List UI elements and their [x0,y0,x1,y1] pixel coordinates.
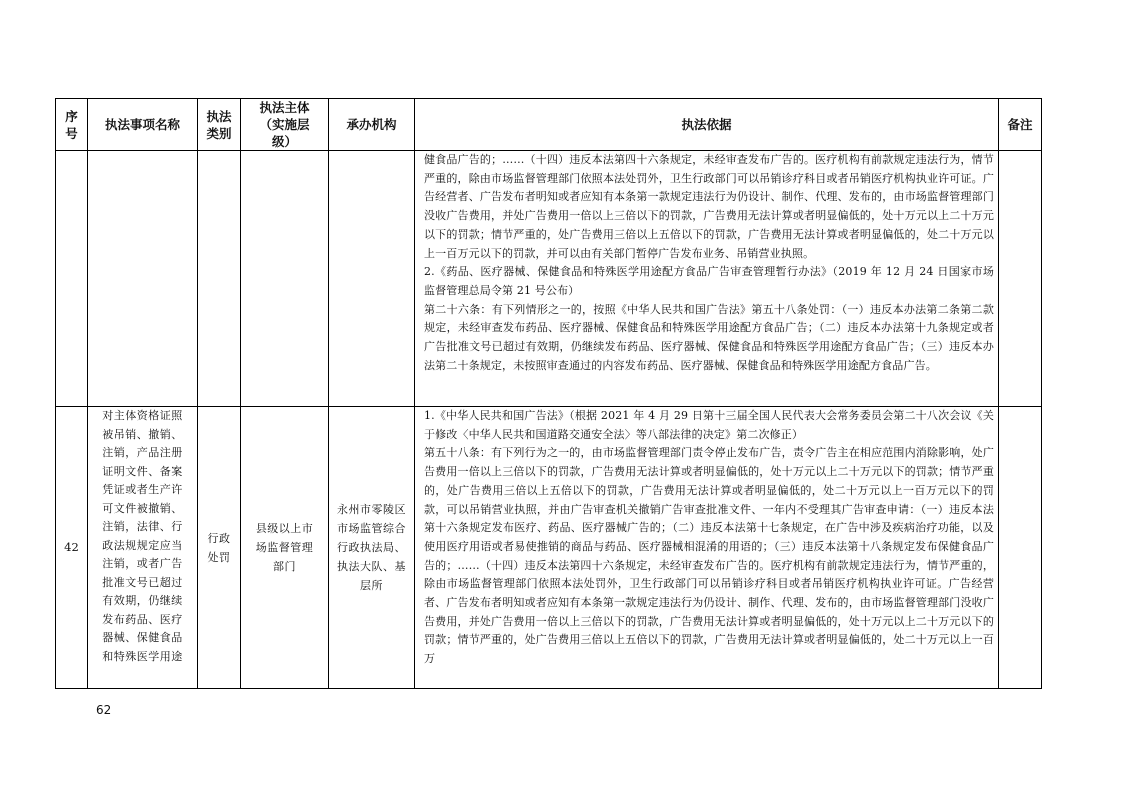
basis-paragraph: 2.《药品、医疗器械、保健食品和特殊医学用途配方食品广告审查管理暂行办法》（2019 年 12 月 24 日国家市场监督管理总局令第 21 号公布） [424,265,994,297]
cell-remark [999,151,1042,407]
cell-category: 行政处罚 [198,407,241,689]
cell-seq: 42 [56,407,88,689]
header-org: 承办机构 [329,99,415,151]
header-remark: 备注 [999,99,1042,151]
header-basis: 执法依据 [415,99,999,151]
cell-org [329,151,415,407]
cell-remark [999,407,1042,689]
cell-subject: 县级以上市场监督管理部门 [241,407,329,689]
cell-basis [415,151,999,407]
header-category: 执法类别 [198,99,241,151]
basis-paragraph: 第五十八条：有下列行为之一的，由市场监督管理部门责令停止发布广告，责令广告主在相应范围内消除影响，处广告费用一倍以上三倍以下的罚款，广告费用无法计算或者明显偏低的，处十万元以上二十万元以下的罚款；情节严重的，处广告费用三倍以上五倍以下的罚款，广告费用无法计算或者明显偏低的，处二十万元以上一百万元以下的罚款，可以吊销营业执照，并由广告审查机关撤销广告审查批准文件、一年内不受理其广告审查申请：（一）违反本法第十六条规定发布医疗、药品、医疗器械广告的；（二）违反本法第十七条规定，在广告中涉及疾病治疗功能，以及使用医疗用语或者易使推销的商品与药品、医疗器械相混淆的用语的；（三）违反本法第十八条规定发布保健食品广告的；……（十四）违反本法第四十六条规定，未经审查发布广告的。医疗机构有前款规定违法行为，情节严重的，除由市场监督管理部门依照本法处罚外，卫生行政部门可以吊销诊疗科目或者吊销医疗机构执业许可证。广告经营者、广告发布者明知或者应知有本条第一款规定违法行为仍设计、制作、代理、发布的，由市场监督管理部门没收广告费用，并处广告费用一倍以上三倍以下的罚款，广告费用无法计算或者明显偏低的，处十万元以上二十万元以下的罚款；情节严重的，处广告费用三倍以上五倍以下的罚款，广告费用无法计算或者明显偏低的，处二十万元以上一百万 [424,446,994,666]
cell-category [198,151,241,407]
basis-paragraph: 第二十六条：有下列情形之一的，按照《中华人民共和国广告法》第五十八条处罚：（一）违反本办法第二条第二款规定，未经审查发布药品、医疗器械、保健食品和特殊医学用途配方食品广告；（二）违反本办法第十九条规定或者广告批准文号已超过有效期，仍继续发布药品、医疗器械、保健食品和特殊医学用途配方食品广告；（三）违反本办法第二十条规定，未按照审查通过的内容发布药品、医疗器械、保健食品和特殊医学用途配方食品广告。 [424,302,994,372]
cell-org: 永州市零陵区市场监管综合行政执法局、执法大队、基层所 [329,407,415,689]
cell-seq [56,151,88,407]
header-subject: 执法主体（实施层级） [241,99,329,151]
cell-subject [241,151,329,407]
basis-paragraph: 健食品广告的；……（十四）违反本法第四十六条规定，未经审查发布广告的。医疗机构有前款规定违法行为，情节严重的，除由市场监督管理部门依照本法处罚外，卫生行政部门可以吊销诊疗科目或者吊销医疗机构执业许可证。广告经营者、广告发布者明知或者应知有本条第一款规定违法行为仍设计、制作、代理、发布的，由市场监督管理部门没收广告费用，并处广告费用一倍以上三倍以下的罚款，广告费用无法计算或者明显偏低的，处十万元以上二十万元以下的罚款；情节严重的，处广告费用三倍以上五倍以下的罚款，广告费用无法计算或者明显偏低的，处二十万元以上一百万元以下的罚款，并可以由有关部门暂停广告发布业务、吊销营业执照。 [424,153,994,260]
basis-paragraph: 1.《中华人民共和国广告法》（根据 2021 年 4 月 29 日第十三届全国人民代表大会常务委员会第二十八次会议《关于修改〈中华人民共和国道路交通安全法〉等八部法律的决定》第二次修正） [424,409,994,441]
table-row-42 [56,407,1042,689]
table-row-continued [56,151,1042,407]
header-row [56,99,1042,151]
cell-item-name [88,151,198,407]
page-number: 62 [96,703,112,717]
header-item-name: 执法事项名称 [88,99,198,151]
enforcement-table [55,98,1042,689]
cell-basis [415,407,999,689]
header-seq: 序号 [56,99,88,151]
cell-item-name: 对主体资格证照被吊销、撤销、注销，产品注册证明文件、备案凭证或者生产许可文件被撤销、注销，法律、行政法规规定应当注销，或者广告批准文号已超过有效期，仍继续发布药品、医疗器械、保健食品和特殊医学用途 [88,407,198,689]
